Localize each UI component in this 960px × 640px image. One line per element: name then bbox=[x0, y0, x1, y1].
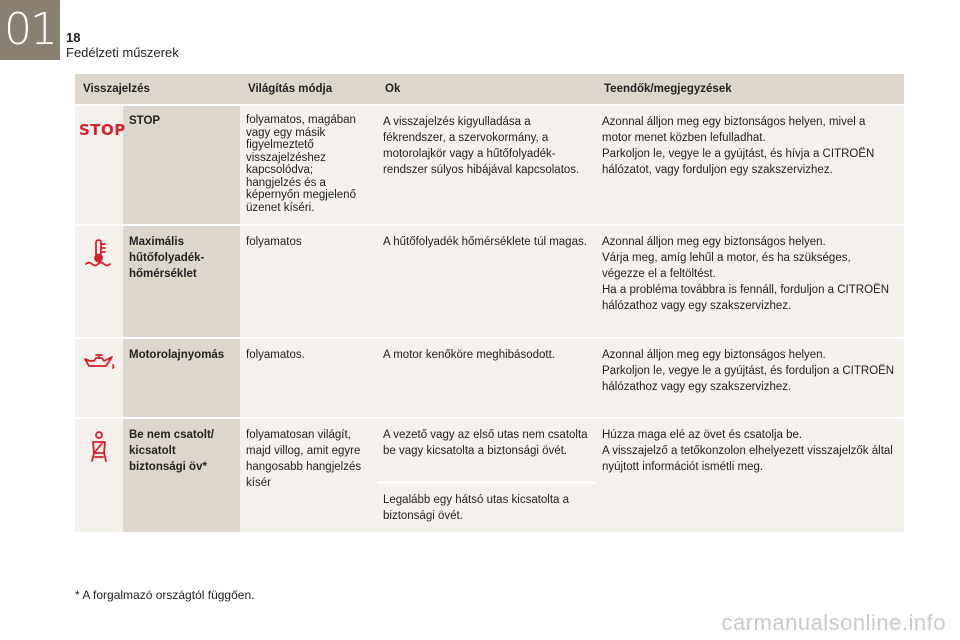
table-row bbox=[75, 339, 904, 419]
indicator-name: Motorolajnyomás bbox=[123, 339, 240, 419]
icon-cell bbox=[75, 339, 123, 419]
page-number: 18 bbox=[66, 30, 81, 45]
cause: A motor kenőköre meghibásodott. bbox=[377, 339, 596, 419]
column-header-action: Teendők/megjegyzések bbox=[596, 74, 904, 106]
action: Húzza maga elé az övet és csatolja be. A visszajelző a tetőkonzolon elhelyezett visszajelzők által nyújtott információt ismétli meg. bbox=[596, 419, 904, 534]
seatbelt-icon bbox=[87, 431, 111, 463]
stop-icon: STOP bbox=[79, 121, 126, 139]
action: Azonnal álljon meg egy biztonságos helyen. Parkoljon le, vegye le a gyújtást, és forduljon a CITROËN hálózathoz vagy egy szakszervizhez. bbox=[596, 339, 904, 419]
chapter-tab: 01 bbox=[0, 0, 60, 60]
action: Azonnal álljon meg egy biztonságos helyen, mivel a motor menet közben lefulladhat. Parkoljon le, vegye le a gyújtást, és hívja a CITROËN hálózatot, vagy forduljon egy szakszervizhez. bbox=[596, 106, 904, 226]
indicator-name: STOP bbox=[123, 106, 240, 226]
footnote: * A forgalmazó országtól függően. bbox=[75, 588, 255, 602]
lighting-mode: folyamatos. bbox=[240, 339, 377, 419]
cause: A hűtőfolyadék hőmérséklete túl magas. bbox=[377, 226, 596, 339]
lighting-mode: folyamatos, magában vagy egy másik figyelmeztető visszajelzéshez kapcsolódva; hangjelzés és a képernyőn megjelenő üzenet kíséri. bbox=[240, 106, 377, 226]
warning-lights-table bbox=[75, 74, 904, 534]
column-header-mode: Világítás módja bbox=[240, 74, 377, 106]
icon-cell bbox=[75, 419, 123, 534]
table-header-row bbox=[75, 74, 904, 106]
indicator-name: Be nem csatolt/ kicsatolt biztonsági öv* bbox=[123, 419, 240, 534]
section-title: Fedélzeti műszerek bbox=[66, 45, 179, 60]
table-row bbox=[75, 419, 904, 483]
column-header-indicator: Visszajelzés bbox=[75, 74, 240, 106]
icon-cell bbox=[75, 226, 123, 339]
table-row bbox=[75, 226, 904, 339]
cause: A visszajelzés kigyulladása a fékrendszer, a szervokormány, a motorolajkör vagy a hűtőfolyadék-rendszer súlyos hibájával kapcsolatos. bbox=[377, 106, 596, 226]
oil-pressure-icon bbox=[82, 351, 116, 373]
table-row bbox=[75, 106, 904, 226]
watermark: carmanualsonline.info bbox=[721, 610, 946, 635]
coolant-temperature-icon bbox=[83, 238, 115, 268]
cause: A vezető vagy az első utas nem csatolta be vagy kicsatolta a biztonsági övét. bbox=[377, 419, 596, 483]
icon-cell bbox=[75, 106, 126, 226]
cause-secondary: Legalább egy hátsó utas kicsatolta a biztonsági övét. bbox=[377, 483, 596, 534]
action: Azonnal álljon meg egy biztonságos helyen. Várja meg, amíg lehűl a motor, és ha szükséges, végezze el a feltöltést. Ha a probléma továbbra is fennáll, forduljon a CITROËN hálózathoz vagy egy szakszervizhez. bbox=[596, 226, 904, 339]
lighting-mode: folyamatos bbox=[240, 226, 377, 339]
column-header-cause: Ok bbox=[377, 74, 596, 106]
lighting-mode: folyamatosan világít, majd villog, amit egyre hangosabb hangjelzés kísér bbox=[240, 419, 377, 534]
indicator-name: Maximális hűtőfolyadék-hőmérséklet bbox=[123, 226, 240, 339]
